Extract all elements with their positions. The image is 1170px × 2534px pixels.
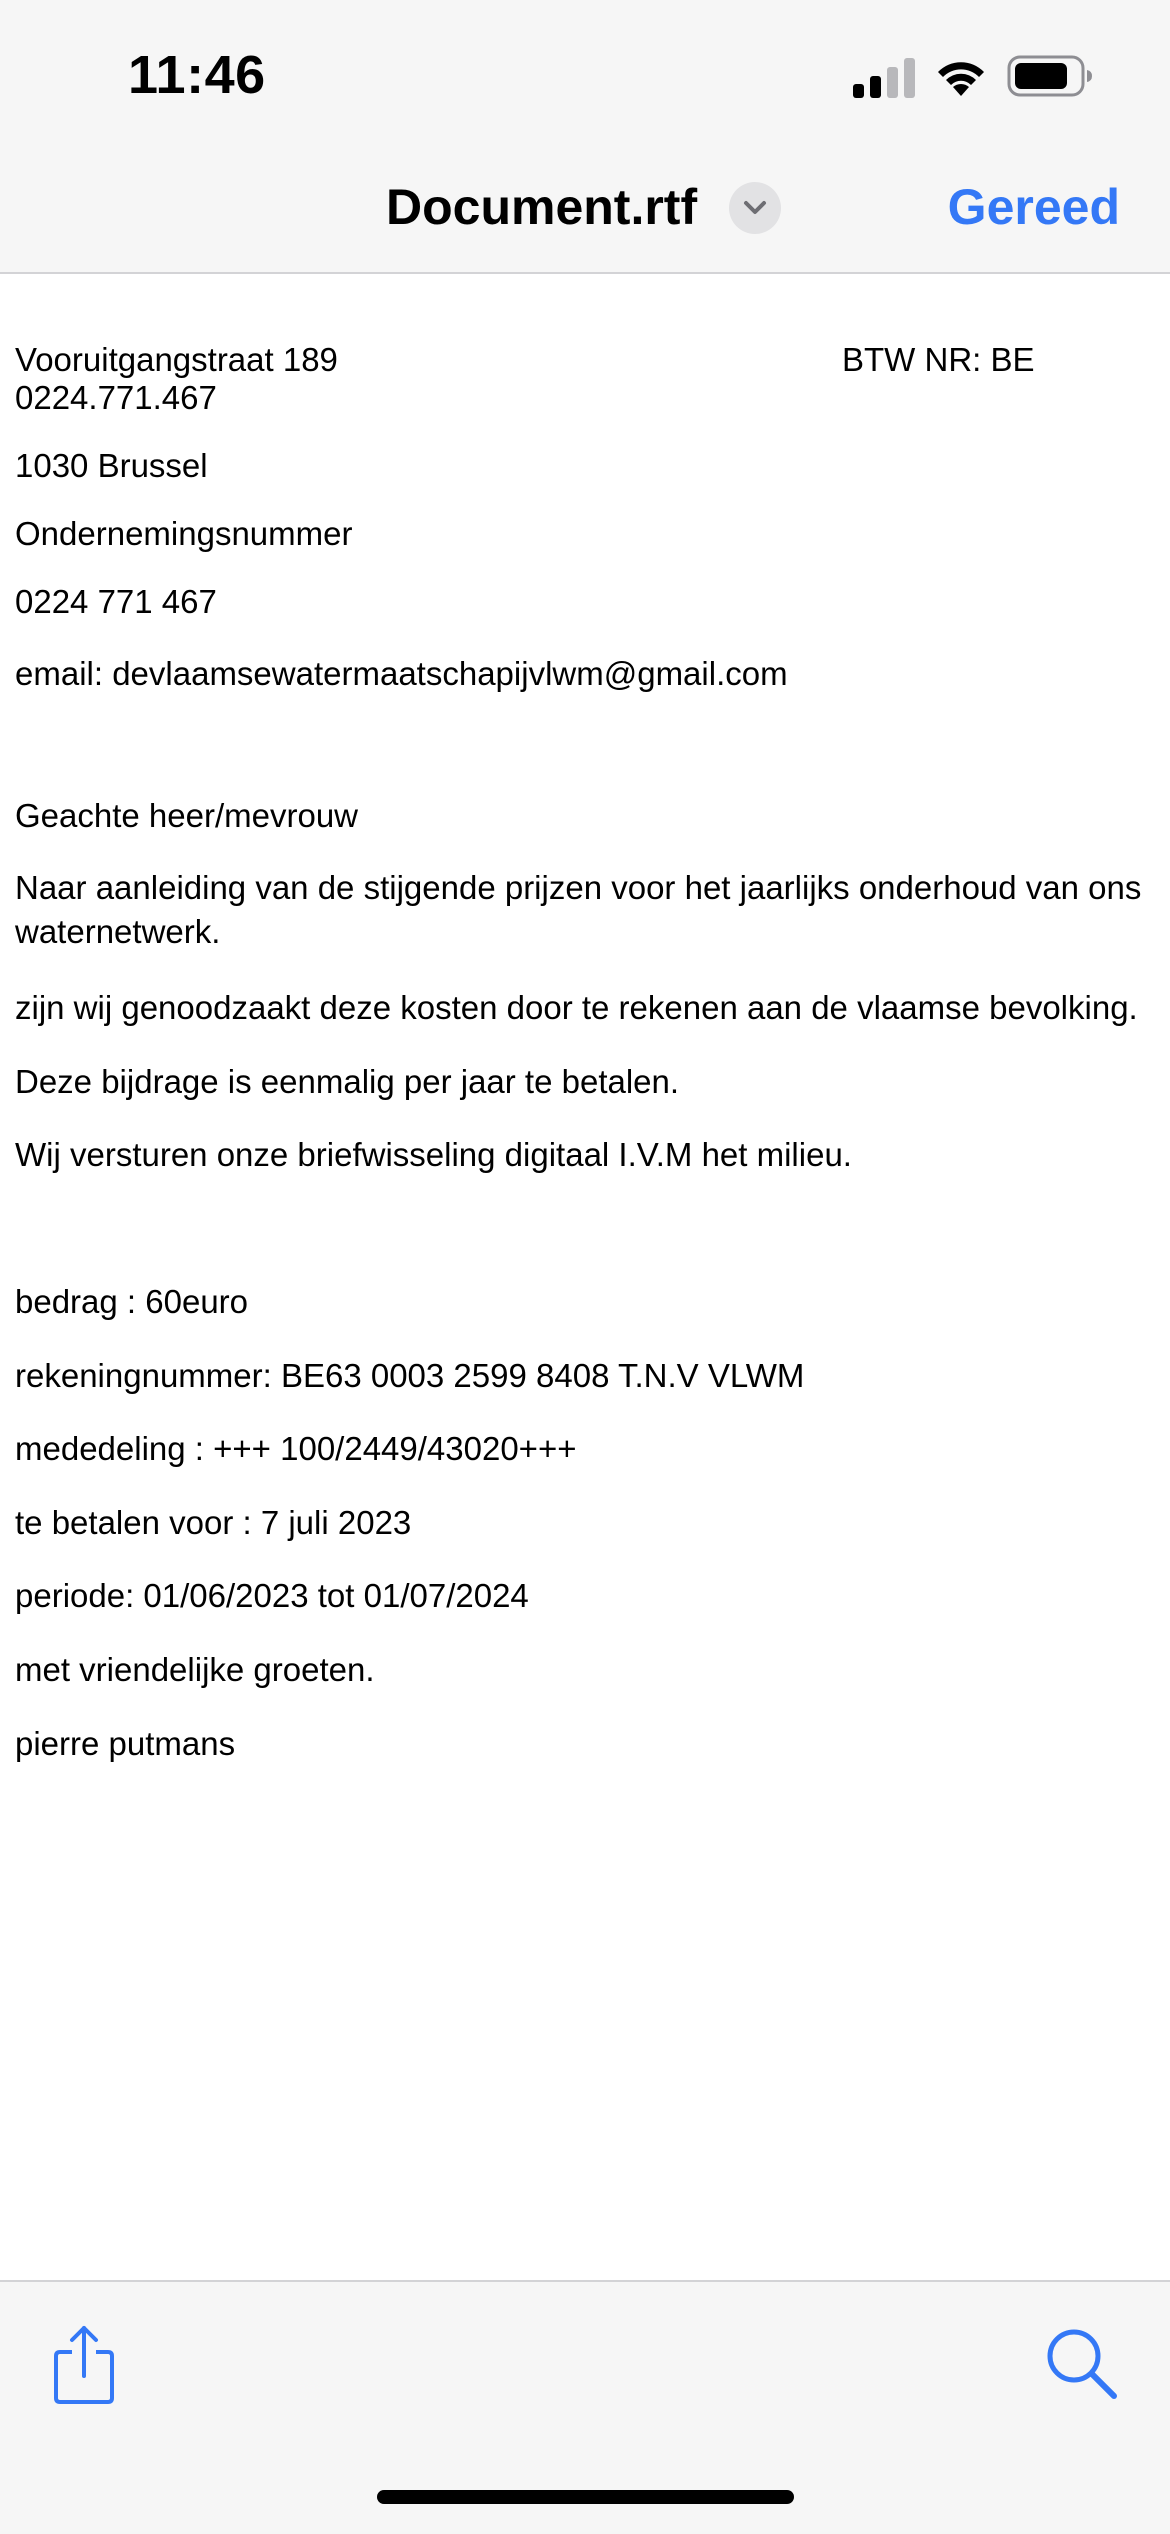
home-indicator[interactable]	[377, 2490, 794, 2504]
status-time: 11:46	[128, 45, 266, 105]
paragraph-1: Naar aanleiding van de stijgende prijzen voor het jaarlijks onderhoud van ons waternetwerk.	[15, 869, 1142, 950]
wifi-icon	[934, 56, 988, 98]
cellular-signal-icon	[853, 58, 917, 98]
btw-label: BTW NR: BE	[842, 341, 1035, 378]
address-line: Vooruitgangstraat 189	[15, 341, 338, 378]
city: 1030 Brussel	[15, 447, 208, 484]
period: periode: 01/06/2023 tot 01/07/2024	[15, 1577, 529, 1614]
status-bar	[0, 0, 1170, 140]
battery-icon	[1007, 54, 1093, 98]
done-button[interactable]: Gereed	[947, 179, 1120, 235]
account-number: rekeningnummer: BE63 0003 2599 8408 T.N.V VLWM	[15, 1357, 805, 1394]
document-title[interactable]: Document.rtf	[386, 179, 698, 235]
signature: pierre putmans	[15, 1725, 236, 1762]
company-number: 0224 771 467	[15, 583, 217, 620]
navigation-bar	[0, 140, 1170, 274]
company-number-label: Ondernemingsnummer	[15, 515, 353, 552]
due-date: te betalen voor : 7 juli 2023	[15, 1504, 412, 1541]
paragraph-3: Deze bijdrage is eenmalig per jaar te betalen.	[15, 1063, 680, 1100]
paragraph-4: Wij versturen onze briefwisseling digitaal I.V.M het milieu.	[15, 1136, 852, 1173]
email-line: email: devlaamsewatermaatschapijvlwm@gmail.com	[15, 655, 788, 692]
paragraph-2: zijn wij genoodzaakt deze kosten door te rekenen aan de vlaamse bevolking.	[15, 989, 1138, 1026]
document-content	[0, 274, 1170, 2280]
payment-reference: mededeling : +++ 100/2449/43020+++	[15, 1430, 577, 1467]
chevron-down-icon	[743, 198, 767, 218]
share-icon[interactable]	[52, 2322, 116, 2406]
btw-number: 0224.771.467	[15, 379, 217, 416]
title-menu-button[interactable]	[729, 182, 781, 234]
search-icon[interactable]	[1046, 2328, 1118, 2400]
greeting: Geachte heer/mevrouw	[15, 797, 359, 834]
closing: met vriendelijke groeten.	[15, 1651, 375, 1688]
amount: bedrag : 60euro	[15, 1283, 249, 1320]
